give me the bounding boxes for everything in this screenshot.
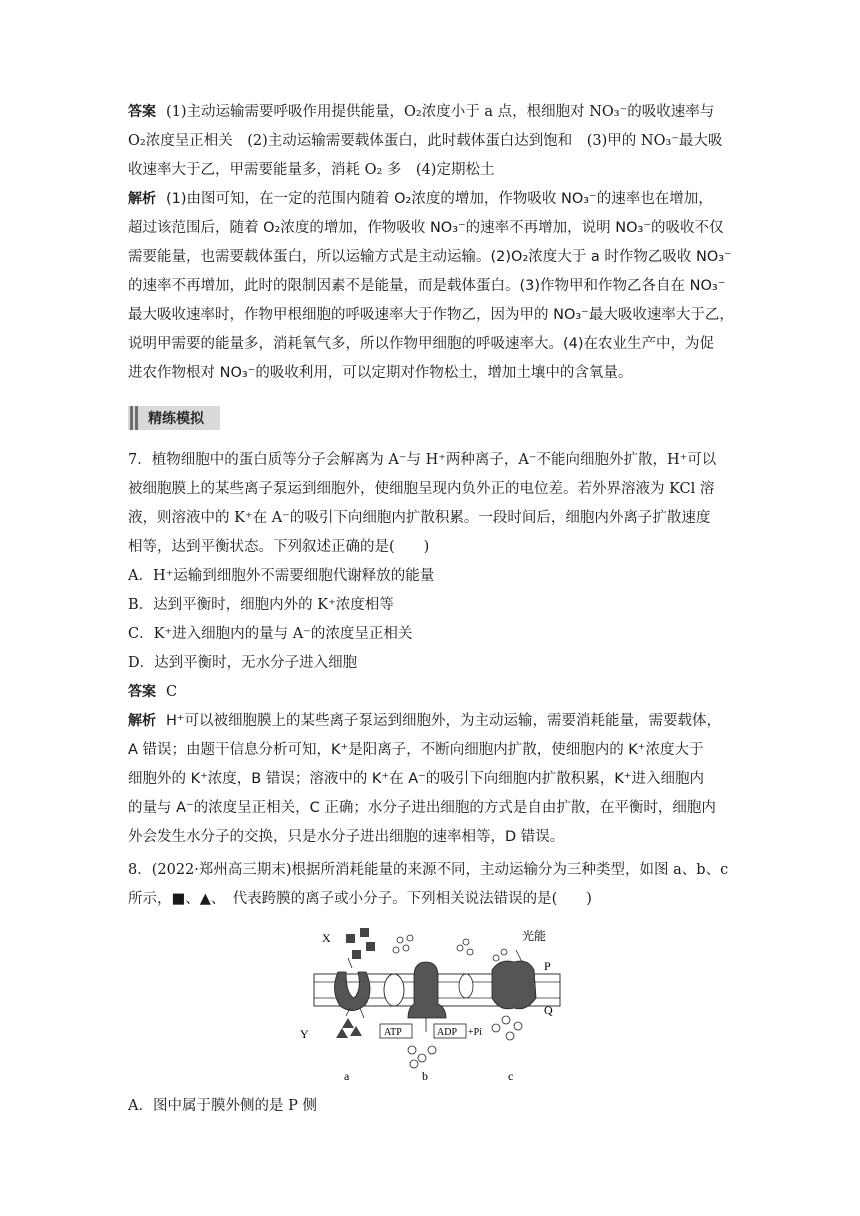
label-pi: +Pi — [468, 1027, 482, 1038]
circle-molecule-icon — [393, 947, 399, 953]
circle-molecule-icon — [428, 1046, 436, 1054]
answer-6-line: O₂浓度呈正相关 (2)主动运输需要载体蛋白，此时载体蛋白达到饱和 (3)甲的 NO₃⁻最大吸 — [128, 133, 723, 149]
analysis-text: H⁺可以被细胞膜上的某些离子泵运到细胞外，为主动运输，需要消耗能量，需要载体， — [166, 713, 722, 729]
question-8-line: 8．(2022·郑州高三期末)根据所消耗能量的来源不同，主动运输分为三种类型，如图 a、b、c — [128, 862, 729, 878]
option-d: D．达到平衡时，无水分子进入细胞 — [128, 655, 358, 671]
answer-label: 答案 — [128, 684, 156, 700]
answer-text: (1)主动运输需要呼吸作用提供能量，O₂浓度小于 a 点，根细胞对 NO₃⁻的吸收速率与 — [166, 104, 715, 120]
analysis-label: 解析 — [128, 191, 156, 207]
circle-molecule-icon — [514, 1022, 522, 1030]
question-7-line: 相等，达到平衡状态。下列叙述正确的是( ) — [128, 539, 430, 555]
option-c: C．K⁺进入细胞内的量与 A⁻的浓度呈正相关 — [128, 626, 413, 642]
circle-molecule-icon — [403, 945, 409, 951]
label-y: Y — [300, 1027, 309, 1041]
circle-molecule-icon — [457, 945, 463, 951]
circle-molecule-icon — [410, 1060, 418, 1068]
circle-molecule-icon — [418, 1054, 426, 1062]
answer-7 — [128, 678, 734, 707]
analysis-6-line: 最大吸收速率时，作物甲根细胞的呼吸速率大于作物乙，因为甲的 NO₃⁻最大吸收速率大于乙， — [128, 307, 734, 323]
analysis-7-line: A 错误；由题干信息分析可知，K⁺是阳离子，不断向细胞内扩散，使细胞内的 K⁺浓度大于 — [128, 742, 704, 758]
answer-value: C — [166, 684, 178, 700]
membrane-transport-figure — [300, 928, 580, 1088]
circle-molecule-icon — [492, 1024, 500, 1032]
circle-molecule-icon — [408, 1046, 416, 1054]
question-7-line: 液，则溶液中的 K⁺在 A⁻的吸引下向细胞内扩散积累。一段时间后，细胞内外离子扩散速度 — [128, 510, 711, 526]
analysis-6 — [128, 185, 734, 388]
section-title: 精练模拟 — [148, 411, 204, 427]
circle-molecule-icon — [467, 949, 473, 955]
transporter-c-icon — [457, 939, 536, 1040]
option-b: B．达到平衡时，细胞内外的 K⁺浓度相等 — [128, 597, 394, 613]
label-adp: ADP — [437, 1027, 458, 1038]
circle-molecule-icon — [506, 1032, 514, 1040]
answer-label: 答案 — [128, 104, 156, 120]
answer-6-line — [128, 98, 734, 127]
analysis-7 — [128, 707, 734, 852]
analysis-6-line — [128, 185, 734, 214]
option-a: A．H⁺运输到细胞外不需要细胞代谢释放的能量 — [128, 568, 435, 584]
question-8 — [128, 856, 734, 914]
circle-molecule-icon — [501, 949, 507, 955]
answer-6-line: 收速率大于乙，甲需要能量多，消耗 O₂ 多 (4)定期松土 — [128, 162, 495, 178]
question-7-line: 7．植物细胞中的蛋白质等分子会解离为 A⁻与 H⁺两种离子，A⁻不能向细胞外扩散，H⁺可以 — [128, 452, 717, 468]
label-a: a — [344, 1069, 350, 1083]
square-molecule-icon — [346, 934, 355, 943]
analysis-7-line — [128, 707, 734, 736]
circle-molecule-icon — [397, 937, 403, 943]
section-stripes-icon — [130, 406, 142, 430]
analysis-6-line: 的速率不再增加，此时的限制因素不是能量，而是载体蛋白。(3)作物甲和作物乙各自在 NO₃⁻ — [128, 278, 726, 294]
circle-molecule-icon — [463, 939, 469, 945]
analysis-7-line: 的量与 A⁻的浓度呈正相关，C 正确；水分子进出细胞的方式是自由扩散，在平衡时，细胞内 — [128, 800, 716, 816]
analysis-6-line: 超过该范围后，随着 O₂浓度的增加，作物吸收 NO₃⁻的速率不再增加，说明 NO₃⁻的吸收不仅 — [128, 220, 724, 236]
triangle-molecule-icon — [342, 1018, 354, 1028]
question-8-option-a — [128, 1092, 734, 1121]
question-7-line: 被细胞膜上的某些离子泵运到细胞外，使细胞呈现内负外正的电位差。若外界溶液为 KCl 溶 — [128, 481, 715, 497]
analysis-6-line: 进农作物根对 NO₃⁻的吸收利用，可以定期对作物松土，增加土壤中的含氧量。 — [128, 365, 633, 381]
circle-molecule-icon — [493, 955, 499, 961]
analysis-6-line: 说明甲需要的能量多，消耗氧气多，所以作物甲细胞的呼吸速率大。(4)在农业生产中，为促 — [128, 336, 715, 352]
option-a: A．图中属于膜外侧的是 P 侧 — [128, 1098, 317, 1114]
analysis-7-line: 外会发生水分子的交换，只是水分子进出细胞的速率相等，D 错误。 — [128, 829, 565, 845]
question-8-line: 所示，■、▲、 代表跨膜的离子或小分子。下列相关说法错误的是( ) — [128, 891, 592, 907]
label-light-energy: 光能 — [522, 929, 547, 943]
question-7 — [128, 446, 734, 707]
label-atp: ATP — [384, 1027, 402, 1038]
label-q: Q — [544, 1003, 553, 1017]
square-molecule-icon — [366, 942, 375, 951]
circle-molecule-icon — [502, 1016, 510, 1024]
square-molecule-icon — [360, 928, 369, 937]
triangle-molecule-icon — [336, 1028, 348, 1038]
analysis-7-line: 细胞外的 K⁺浓度，B 错误；溶液中的 K⁺在 A⁻的吸引下向细胞内扩散积累，K⁺进入细胞内 — [128, 771, 704, 787]
square-molecule-icon — [352, 950, 361, 959]
answer-6 — [128, 98, 734, 185]
light-arrow-icon — [516, 950, 522, 962]
analysis-label: 解析 — [128, 713, 156, 729]
label-x: X — [322, 931, 331, 945]
label-p: P — [544, 959, 551, 973]
analysis-text: (1)由图可知，在一定的范围内随着 O₂浓度的增加，作物吸收 NO₃⁻的速率也在增加， — [166, 191, 713, 207]
label-c: c — [508, 1069, 514, 1083]
section-header — [128, 406, 220, 430]
circle-molecule-icon — [407, 935, 413, 941]
analysis-6-line: 需要能量，也需要载体蛋白，所以运输方式是主动运输。(2)O₂浓度大于 a 时作物乙吸收 NO₃⁻ — [128, 249, 732, 265]
label-b: b — [422, 1069, 428, 1083]
